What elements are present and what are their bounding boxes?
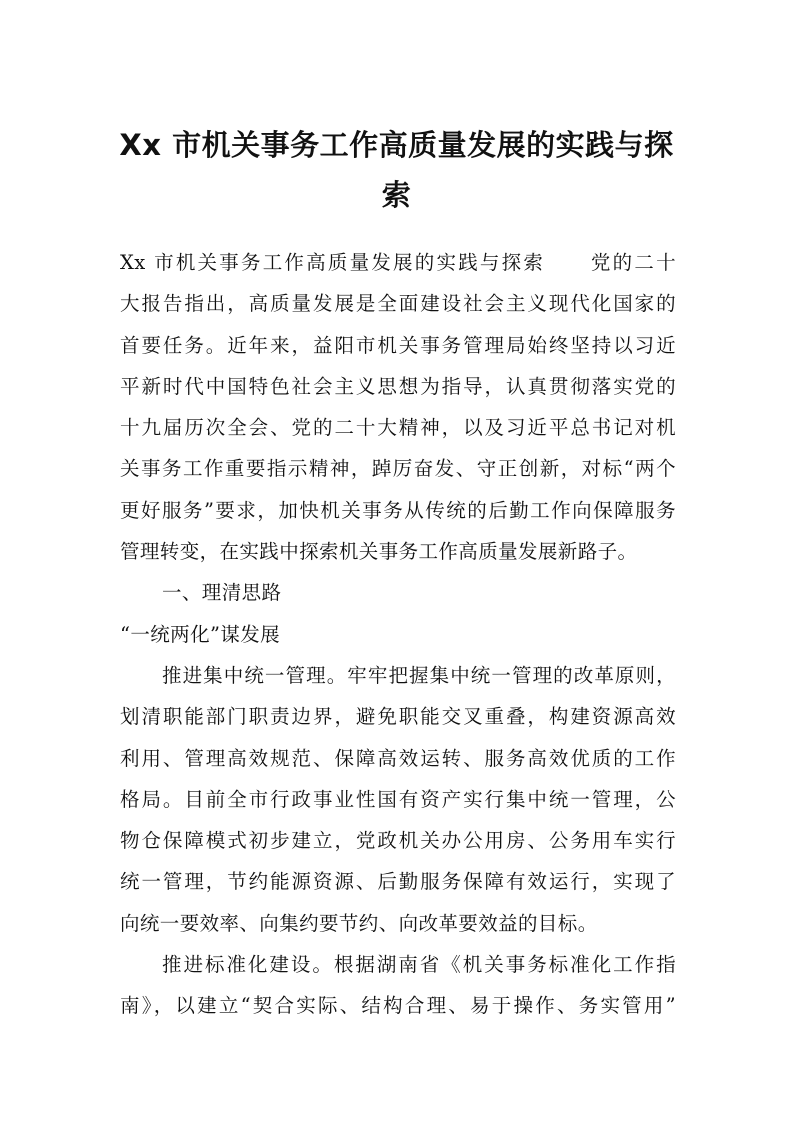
- title-line-1: Xx 市机关事务工作高质量发展的实践与探: [119, 128, 674, 162]
- paragraph-2-line-2: 划清职能部门职责边界，避免职能交叉重叠，构建资源高效: [120, 705, 676, 729]
- intro-repeated-title: Xx 市机关事务工作高质量发展的实践与探索: [120, 251, 546, 274]
- intro-sentence-start: 党的二十: [589, 251, 676, 274]
- section-heading-1: 一、理清思路: [162, 581, 282, 605]
- body-line-2: 大报告指出，高质量发展是全面建设社会主义现代化国家的: [120, 292, 676, 316]
- document-body: [120, 242, 676, 1027]
- body-line-4: 平新时代中国特色社会主义思想为指导，认真贯彻落实党的: [120, 374, 676, 398]
- document-title: [100, 120, 693, 220]
- body-line-8: 管理转变，在实践中探索机关事务工作高质量发展新路子。: [120, 540, 638, 564]
- paragraph-3-line-1: 推进标准化建设。根据湖南省《机关事务标准化工作指: [162, 953, 676, 977]
- paragraph-2-line-7: 向统一要效率、向集约要节约、向改革要效益的目标。: [120, 911, 598, 935]
- body-line-5: 十九届历次全会、党的二十大精神，以及习近平总书记对机: [120, 416, 676, 440]
- paragraph-2-line-3: 利用、管理高效规范、保障高效运转、服务高效优质的工作: [120, 746, 676, 770]
- body-line-1: [120, 242, 676, 283]
- paragraph-2-line-1: 推进集中统一管理。牢牢把握集中统一管理的改革原则，: [162, 663, 676, 687]
- paragraph-3-line-2: 南》，以建立“契合实际、结构合理、易于操作、务实管用”: [120, 994, 676, 1018]
- body-line-3: 首要任务。近年来，益阳市机关事务管理局始终坚持以习近: [120, 333, 676, 357]
- title-line-2: 索: [381, 178, 412, 212]
- body-line-7: 更好服务”要求，加快机关事务从传统的后勤工作向保障服务: [120, 498, 676, 522]
- paragraph-2-line-4: 格局。目前全市行政事业性国有资产实行集中统一管理，公: [120, 787, 676, 811]
- paragraph-2-line-6: 统一管理，节约能源资源、后勤服务保障有效运行，实现了: [120, 870, 676, 894]
- section-subheading-1: “一统两化”谋发展: [120, 622, 281, 646]
- paragraph-2-line-5: 物仓保障模式初步建立，党政机关办公用房、公务用车实行: [120, 829, 676, 853]
- body-line-6: 关事务工作重要指示精神，踔厉奋发、守正创新，对标“两个: [120, 457, 676, 481]
